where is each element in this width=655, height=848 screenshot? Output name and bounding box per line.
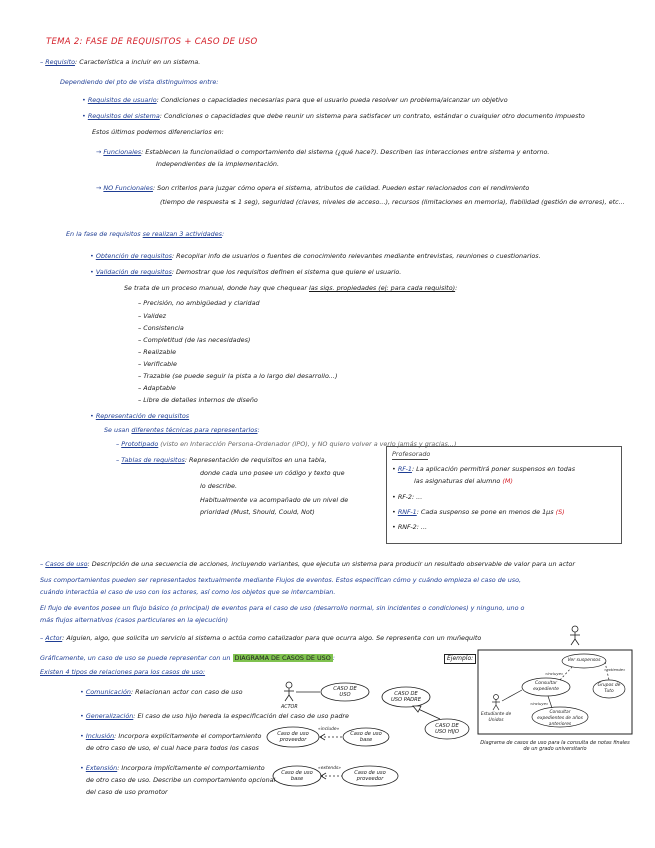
generalizacion-text: : El caso de uso hijo hereda la especificación del caso de uso padre <box>133 712 349 720</box>
ex-rel-2: «extiende» <box>604 667 626 672</box>
diag-caso-hijo-label: CASO DE USO HIJO <box>435 723 459 735</box>
rnf1-code: RNF-1 <box>397 508 417 516</box>
ex-estudiante-label: Estudiante de Unidos <box>480 712 512 723</box>
list-item: – Realizable <box>138 348 177 356</box>
prop-text: Validez <box>143 312 167 320</box>
casos-de-uso-def: : Descripción de una secuencia de acciones, incluyendo variantes, que ejecuta un sistema para producir un resultado observable de valor para un actor <box>87 560 576 568</box>
cu-p3: El flujo de eventos posee un flujo básico (o principal) de eventos para el caso de uso (desarrollo normal, sin incidentes o condiciones) y ninguno, uno o <box>40 604 525 612</box>
prop-text: Trazable (se puede seguir la pista a lo largo del desarrollo...) <box>143 372 338 380</box>
rf1-text2: las asignaturas del alumno <box>414 477 501 485</box>
diag-caso-uso-label: CASO DE USO <box>333 686 357 698</box>
reqbox-header: Profesorado <box>392 450 431 458</box>
diag-ext-rel: «extends» <box>318 766 341 771</box>
validacion-text: : Demostrar que los requisitos definen el sistema que quiere el usuario. <box>171 268 402 276</box>
prop-text: Completitud (de las necesidades) <box>143 336 251 344</box>
manual-c: : <box>455 284 458 292</box>
reqbox-rf1: • RF-1: La aplicación permitirá poner suspensos en todas <box>392 465 576 473</box>
tablas-line: lo describe. <box>200 482 237 490</box>
requisito-definition: – Requisito: Característica a incluir en un sistema. <box>40 58 201 66</box>
manual-b: las sigs. propiedades (ej: para cada requisito) <box>308 284 456 292</box>
list-item: – Validez <box>138 312 167 320</box>
no-funcionales: → NO Funcionales: Son criterios para juzgar cómo opera el sistema, atributos de calidad. Pueden estar relacionados con el rendimiento <box>96 184 530 192</box>
reqbox-rnf1: • RNF-1: Cada suspenso se pone en menos de 1μs (S) <box>392 508 565 516</box>
reqbox-rf2: • RF-2: ... <box>392 493 423 501</box>
list-item: – Completitud (de las necesidades) <box>138 336 251 344</box>
rnf1-text: : Cada suspenso se pone en menos de 1μs <box>416 508 554 516</box>
rnf1-priority: (S) <box>555 508 565 516</box>
requisito-label: Requisito <box>45 58 76 66</box>
ex-ver-label: Ver suspensos <box>567 658 601 663</box>
reqbox-rnf2: • RNF-2: ... <box>392 523 428 531</box>
req-usuario-label: Requisitos de usuario <box>87 96 157 104</box>
ex-consultar-label: Consultar expediente <box>533 681 559 692</box>
example-caption: Diagrama de casos de uso para la consulta de notas finales de un grado universitario <box>480 740 630 752</box>
inclusion-label: Inclusión <box>85 732 115 740</box>
list-item: – Trazable (se puede seguir la pista a lo largo del desarrollo...) <box>138 372 338 380</box>
diag-ext-prov-label: Caso de uso proveedor <box>354 770 386 782</box>
fase-intro-a: En la fase de requisitos <box>66 230 143 238</box>
validacion-label: Validación de requisitos <box>95 268 172 276</box>
ex-grupos-label: Grupos de Tuto <box>597 683 621 694</box>
estos-line: Estos últimos podemos diferenciarlos en: <box>92 128 224 136</box>
funcionales: → Funcionales: Establecen la funcionalidad o comportamiento del sistema (¿qué hace?). Describen las interacciones entre sistema y entorno. <box>96 148 550 156</box>
page-title: TEMA 2: FASE DE REQUISITOS + CASO DE USO <box>46 37 258 47</box>
rf1-code: RF-1 <box>397 465 412 473</box>
diag-actor-label: ACTOR <box>281 705 298 710</box>
funcionales-label: Funcionales <box>103 148 142 156</box>
ex-actor-head-icon <box>494 695 499 700</box>
rf1-text: : La aplicación permitirá poner suspensos en todas <box>411 465 576 473</box>
fase-intro-b: se realizan 3 actividades <box>142 230 222 238</box>
prototipado-text: (visto en Interacción Persona-Ordenador (IPO), y NO quiero volver a verlo jamás y gracias...) <box>158 440 457 448</box>
prototipado: – Prototipado (visto en Interacción Persona-Ordenador (IPO), y NO quiero volver a verlo jamás y gracias...) <box>116 440 457 448</box>
funcionales-text: : Establecen la funcionalidad o comportamiento del sistema (¿qué hace?). Describen las interacciones entre sistema y entorno. <box>141 148 550 156</box>
rep-a: Se usan <box>104 426 132 434</box>
list-item: – Libre de detalles internos de diseño <box>138 396 258 404</box>
rel-extension: • Extensión: Incorpora implícitamente el comportamiento <box>80 764 265 772</box>
rel-comunicacion: • Comunicación: Relacionan actor con caso de uso <box>80 688 243 696</box>
validacion: • Validación de requisitos: Demostrar que los requisitos definen el sistema que quiere el usuario. <box>90 268 402 276</box>
obtencion: • Obtención de requisitos: Recopilar info de usuarios o fuentes de conocimiento relevantes mediante entrevistas, reuniones o cuestionarios. <box>90 252 541 260</box>
graf-c: : <box>332 654 335 662</box>
req-usuario: • Requisitos de usuario: Condiciones o capacidades necesarias para que el usuario pueda resolver un problema/alcanzar un objetivo <box>82 96 508 104</box>
inclusion-text: : Incorpora explícitamente el comportamiento <box>114 732 262 740</box>
example-label: Ejemplo: <box>444 654 476 664</box>
comunicacion-text: : Relacionan actor con caso de uso <box>130 688 243 696</box>
no-funcionales-text: : Son criterios para juzgar cómo opera el sistema, atributos de calidad. Pueden estar relacionados con el rendimiento <box>152 184 530 192</box>
obtencion-text: : Recopilar info de usuarios o fuentes de conocimiento relevantes mediante entrevistas, reuniones o cuestionarios. <box>171 252 541 260</box>
extension-text: : Incorpora implícitamente el comportamiento <box>117 764 265 772</box>
tablas-label: Tablas de requisitos <box>121 456 185 464</box>
fase-intro-c: : <box>221 230 225 238</box>
cu-p2: cuándo interactúa el caso de uso con los actores, así como los objetos que se intercambian. <box>40 588 336 596</box>
req-sistema-text: : Condiciones o capacidades que debe reunir un sistema para satisfacer un contrato, estándar o cualquier otro documento impuesto <box>159 112 585 120</box>
inclusion-text2: de otro caso de uso, el cual hace para todos los casos <box>86 744 259 752</box>
prototipado-label: Prototipado <box>121 440 159 448</box>
existen-line: Existen 4 tipos de relaciones para los casos de uso: <box>40 668 206 676</box>
tablas-line: donde cada uno posee un código y texto que <box>200 469 345 477</box>
prop-text: Consistencia <box>143 324 184 332</box>
rf1-priority: (M) <box>502 477 513 485</box>
obtencion-label: Obtención de requisitos <box>95 252 172 260</box>
representacion: • Representación de requisitos <box>90 412 190 420</box>
no-funcionales-text2: (tiempo de respuesta ≤ 1 seg), seguridad (claves, niveles de acceso...), recursos (limitaciones en memoria), fiabilidad (gestión de errores), etc... <box>160 198 625 206</box>
extension-text3: del caso de uso promotor <box>86 788 168 796</box>
cu-p4: más flujos alternativos (casos particulares en la ejecución) <box>40 616 229 624</box>
funcionales-text2: Independientes de la implementación. <box>156 160 279 168</box>
tablas: – Tablas de requisitos: Representación de requisitos en una tabla, <box>116 456 327 464</box>
prop-text: Realizable <box>143 348 177 356</box>
actor-label: Actor <box>45 634 63 642</box>
diag-caso-padre-label: CASO DE USO PADRE <box>390 691 422 703</box>
casos-de-uso-label: Casos de uso <box>45 560 88 568</box>
casos-de-uso: – Casos de uso: Descripción de una secuencia de acciones, incluyendo variantes, que ejecuta un sistema para producir un resultado observable de valor para un actor <box>40 560 576 568</box>
diag-inc-rel: «include» <box>318 727 340 732</box>
list-item: – Verificable <box>138 360 177 368</box>
diag-inc-prov-label: Caso de uso proveedor <box>277 731 309 743</box>
no-funcionales-label: NO Funcionales <box>103 184 153 192</box>
prop-text: Libre de detalles internos de diseño <box>143 396 258 404</box>
requisito-def: : Característica a incluir en un sistema. <box>75 58 201 66</box>
req-sistema-label: Requisitos del sistema <box>87 112 160 120</box>
ex-rel-3: «incluye» <box>530 701 549 706</box>
tablas-line: prioridad (Must, Should, Could, Not) <box>200 508 315 516</box>
diagram-highlight: DIAGRAMA DE CASOS DE USO <box>234 654 331 662</box>
generalizacion-label: Generalización <box>85 712 134 720</box>
diag-ext-base-label: Caso de uso base <box>281 770 313 782</box>
actor-head-icon <box>286 682 292 688</box>
list-item: – Consistencia <box>138 324 184 332</box>
depending-line: Dependiendo del pto de vista distinguimos entre: <box>60 78 219 86</box>
list-item: – Precisión, no ambigüedad y claridad <box>138 299 260 307</box>
actor-definition: – Actor: Alguien, algo, que solicita un servicio al sistema o actúa como catalizador para que ocurra algo. Se representa con un muñequito <box>40 634 482 642</box>
cu-p1: Sus comportamientos pueden ser representados textualmente mediante Flujos de eventos. Estos especifican cómo y cuándo empieza el caso de uso, <box>40 576 522 584</box>
extension-text2: de otro caso de uso. Describe un comportamiento opcional <box>86 776 276 784</box>
prop-text: Adaptable <box>143 384 176 392</box>
tablas-line: Habitualmente va acompañado de un nivel de <box>200 496 349 504</box>
comunicacion-label: Comunicación <box>85 688 131 696</box>
extension-label: Extensión <box>85 764 118 772</box>
actor-figure-icon <box>570 626 580 645</box>
actor-text: : Alguien, algo, que solicita un servicio al sistema o actúa como catalizador para que ocurra algo. Se representa con un muñequito <box>62 634 482 642</box>
rel-generalizacion: • Generalización: El caso de uso hijo hereda la especificación del caso de uso padre <box>80 712 349 720</box>
prop-text: Verificable <box>143 360 177 368</box>
rf2-text: RF-2: ... <box>397 493 423 501</box>
rep-b: diferentes técnicas para representarlos <box>131 426 258 434</box>
graf-a: Gráficamente, un caso de uso se puede representar con un <box>40 654 233 662</box>
rnf2-text: RNF-2: ... <box>397 523 428 531</box>
req-usuario-text: : Condiciones o capacidades necesarias para que el usuario pueda resolver un problema/alcanzar un objetivo <box>156 96 508 104</box>
tablas-text: : Representación de requisitos en una tabla, <box>184 456 327 464</box>
rep-c: : <box>257 426 260 434</box>
prop-text: Precisión, no ambigüedad y claridad <box>143 299 260 307</box>
manual-a: Se trata de un proceso manual, donde hay que chequear <box>124 284 309 292</box>
representacion-label: Representación de requisitos <box>95 412 190 420</box>
diag-inc-base-label: Caso de uso base <box>350 731 382 743</box>
ex-rel-1: «incluye» <box>545 671 564 676</box>
rel-inclusion: • Inclusión: Incorpora explícitamente el comportamiento <box>80 732 262 740</box>
ex-anteriores-label: Consultar expedientes de años anteriores <box>537 710 583 727</box>
list-item: – Adaptable <box>138 384 176 392</box>
req-sistema: • Requisitos del sistema: Condiciones o capacidades que debe reunir un sistema para satisfacer un contrato, estándar o cualquier otro documento impuesto <box>82 112 585 120</box>
